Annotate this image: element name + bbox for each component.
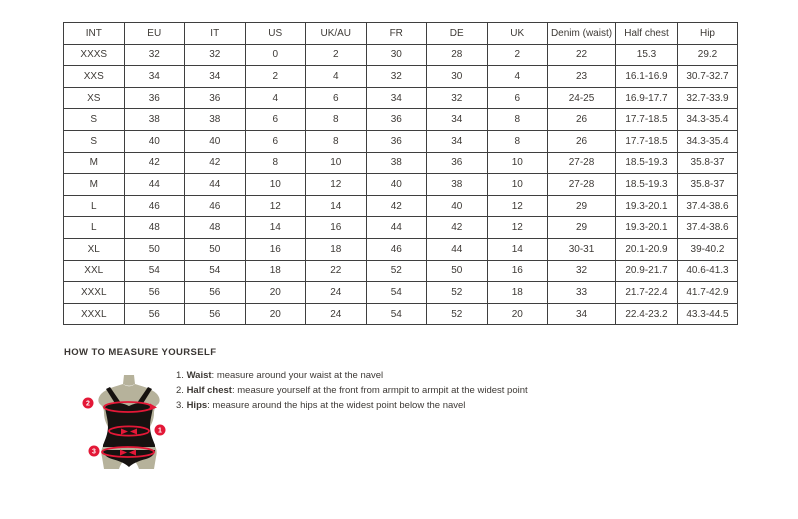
size-chart-header-row bbox=[64, 23, 738, 45]
size-cell: 22.4-23.2 bbox=[616, 303, 678, 325]
size-cell: 44 bbox=[366, 217, 427, 239]
size-cell: 16.1-16.9 bbox=[616, 66, 678, 88]
size-cell: 54 bbox=[366, 282, 427, 304]
size-cell: XS bbox=[64, 87, 125, 109]
size-cell: 40.6-41.3 bbox=[678, 260, 738, 282]
size-cell: 30.7-32.7 bbox=[678, 66, 738, 88]
size-cell: 34 bbox=[427, 109, 488, 131]
size-cell: 10 bbox=[487, 174, 548, 196]
size-cell: 42 bbox=[366, 195, 427, 217]
size-cell: 30 bbox=[366, 44, 427, 66]
size-cell: 50 bbox=[427, 260, 488, 282]
size-cell: 36 bbox=[124, 87, 185, 109]
column-header-us: US bbox=[245, 23, 306, 45]
size-cell: 16 bbox=[245, 238, 306, 260]
size-cell: XL bbox=[64, 238, 125, 260]
size-cell: XXXL bbox=[64, 303, 125, 325]
size-cell: 32 bbox=[185, 44, 246, 66]
table-row bbox=[64, 260, 738, 282]
size-cell: 2 bbox=[487, 44, 548, 66]
size-cell: 18 bbox=[487, 282, 548, 304]
measure-section-title: HOW TO MEASURE YOURSELF bbox=[64, 347, 217, 358]
size-cell: 10 bbox=[306, 152, 367, 174]
table-row bbox=[64, 44, 738, 66]
mannequin-illustration bbox=[80, 374, 176, 470]
table-row bbox=[64, 195, 738, 217]
size-cell: 4 bbox=[306, 66, 367, 88]
size-cell: L bbox=[64, 195, 125, 217]
size-cell: 40 bbox=[427, 195, 488, 217]
marker-number-waist: 1 bbox=[158, 427, 162, 435]
size-cell: 8 bbox=[245, 152, 306, 174]
size-cell: 18.5-19.3 bbox=[616, 174, 678, 196]
size-cell: 14 bbox=[487, 238, 548, 260]
size-cell: 20 bbox=[245, 282, 306, 304]
table-row bbox=[64, 282, 738, 304]
marker-number-chest: 2 bbox=[86, 400, 90, 408]
size-cell: 32.7-33.9 bbox=[678, 87, 738, 109]
size-cell: S bbox=[64, 130, 125, 152]
size-cell: 34.3-35.4 bbox=[678, 130, 738, 152]
size-cell: 10 bbox=[487, 152, 548, 174]
size-cell: 32 bbox=[427, 87, 488, 109]
table-row bbox=[64, 238, 738, 260]
size-cell: 15.3 bbox=[616, 44, 678, 66]
size-cell: 54 bbox=[124, 260, 185, 282]
size-cell: 46 bbox=[366, 238, 427, 260]
instruction-waist bbox=[176, 368, 528, 383]
size-cell: XXS bbox=[64, 66, 125, 88]
size-cell: 12 bbox=[487, 195, 548, 217]
size-cell: L bbox=[64, 217, 125, 239]
size-cell: 21.7-22.4 bbox=[616, 282, 678, 304]
size-cell: 20 bbox=[245, 303, 306, 325]
size-cell: 37.4-38.6 bbox=[678, 217, 738, 239]
size-cell: 42 bbox=[124, 152, 185, 174]
size-cell: 52 bbox=[427, 282, 488, 304]
size-cell: 30-31 bbox=[548, 238, 616, 260]
size-cell: 56 bbox=[185, 303, 246, 325]
instruction-label: Hips bbox=[186, 400, 208, 411]
size-cell: 56 bbox=[185, 282, 246, 304]
table-row bbox=[64, 109, 738, 131]
size-cell: 30 bbox=[427, 66, 488, 88]
table-row bbox=[64, 303, 738, 325]
size-cell: 43.3-44.5 bbox=[678, 303, 738, 325]
column-header-int: INT bbox=[64, 23, 125, 45]
size-cell: 6 bbox=[245, 130, 306, 152]
size-cell: 17.7-18.5 bbox=[616, 130, 678, 152]
size-cell: 17.7-18.5 bbox=[616, 109, 678, 131]
marker-badge-chest bbox=[83, 398, 94, 409]
size-cell: 24-25 bbox=[548, 87, 616, 109]
size-cell: M bbox=[64, 174, 125, 196]
size-cell: 12 bbox=[487, 217, 548, 239]
size-cell: 32 bbox=[124, 44, 185, 66]
table-row bbox=[64, 174, 738, 196]
marker-badge-hips bbox=[89, 446, 100, 457]
size-cell: 35.8-37 bbox=[678, 174, 738, 196]
marker-number-hips: 3 bbox=[92, 448, 96, 456]
size-cell: 46 bbox=[124, 195, 185, 217]
marker-badge-waist bbox=[155, 425, 166, 436]
size-cell: 38 bbox=[427, 174, 488, 196]
size-cell: 36 bbox=[185, 87, 246, 109]
size-cell: 52 bbox=[366, 260, 427, 282]
instruction-text: : measure around your waist at the navel bbox=[211, 370, 384, 381]
column-header-de: DE bbox=[427, 23, 488, 45]
size-cell: 18 bbox=[245, 260, 306, 282]
size-cell: 38 bbox=[366, 152, 427, 174]
size-cell: 6 bbox=[245, 109, 306, 131]
size-cell: 27-28 bbox=[548, 152, 616, 174]
size-cell: 24 bbox=[306, 282, 367, 304]
size-cell: 34 bbox=[124, 66, 185, 88]
size-cell: 6 bbox=[487, 87, 548, 109]
table-row bbox=[64, 217, 738, 239]
size-cell: 38 bbox=[124, 109, 185, 131]
size-cell: 20.1-20.9 bbox=[616, 238, 678, 260]
size-cell: 32 bbox=[548, 260, 616, 282]
size-cell: 34 bbox=[548, 303, 616, 325]
size-cell: 54 bbox=[185, 260, 246, 282]
size-cell: 16 bbox=[487, 260, 548, 282]
size-cell: 40 bbox=[124, 130, 185, 152]
instruction-number: 1. bbox=[176, 370, 187, 381]
size-cell: 19.3-20.1 bbox=[616, 195, 678, 217]
size-cell: 33 bbox=[548, 282, 616, 304]
size-cell: 27-28 bbox=[548, 174, 616, 196]
size-cell: 29 bbox=[548, 217, 616, 239]
size-cell: 20.9-21.7 bbox=[616, 260, 678, 282]
size-cell: 0 bbox=[245, 44, 306, 66]
size-cell: 41.7-42.9 bbox=[678, 282, 738, 304]
size-cell: XXL bbox=[64, 260, 125, 282]
size-cell: 38 bbox=[185, 109, 246, 131]
size-cell: 16.9-17.7 bbox=[616, 87, 678, 109]
size-cell: 8 bbox=[306, 109, 367, 131]
table-row bbox=[64, 87, 738, 109]
instruction-text: : measure yourself at the front from armpit to armpit at the widest point bbox=[231, 385, 528, 396]
size-cell: 37.4-38.6 bbox=[678, 195, 738, 217]
size-cell: 16 bbox=[306, 217, 367, 239]
instruction-text: : measure around the hips at the widest point below the navel bbox=[207, 400, 466, 411]
size-cell: M bbox=[64, 152, 125, 174]
size-cell: 2 bbox=[245, 66, 306, 88]
instruction-hips bbox=[176, 398, 528, 413]
size-cell: 8 bbox=[306, 130, 367, 152]
size-cell: 14 bbox=[245, 217, 306, 239]
column-header-denim-waist: Denim (waist) bbox=[548, 23, 616, 45]
size-cell: 2 bbox=[306, 44, 367, 66]
size-cell: 6 bbox=[306, 87, 367, 109]
measure-instructions bbox=[176, 368, 528, 413]
size-cell: 39-40.2 bbox=[678, 238, 738, 260]
column-header-uk: UK bbox=[487, 23, 548, 45]
size-cell: 56 bbox=[124, 303, 185, 325]
table-row bbox=[64, 152, 738, 174]
size-cell: 26 bbox=[548, 109, 616, 131]
column-header-it: IT bbox=[185, 23, 246, 45]
size-cell: 20 bbox=[487, 303, 548, 325]
size-cell: 48 bbox=[185, 217, 246, 239]
size-cell: 34 bbox=[185, 66, 246, 88]
size-cell: 34.3-35.4 bbox=[678, 109, 738, 131]
size-cell: XXXL bbox=[64, 282, 125, 304]
instruction-label: Half chest bbox=[186, 385, 232, 396]
size-cell: 4 bbox=[245, 87, 306, 109]
size-cell: 44 bbox=[185, 174, 246, 196]
size-cell: 56 bbox=[124, 282, 185, 304]
size-cell: 28 bbox=[427, 44, 488, 66]
size-cell: 26 bbox=[548, 130, 616, 152]
size-cell: 36 bbox=[366, 109, 427, 131]
size-cell: 23 bbox=[548, 66, 616, 88]
size-cell: 4 bbox=[487, 66, 548, 88]
size-cell: 46 bbox=[185, 195, 246, 217]
size-cell: 10 bbox=[245, 174, 306, 196]
size-cell: 50 bbox=[124, 238, 185, 260]
size-cell: XXXS bbox=[64, 44, 125, 66]
size-cell: 8 bbox=[487, 109, 548, 131]
size-cell: 36 bbox=[366, 130, 427, 152]
size-cell: 29 bbox=[548, 195, 616, 217]
size-cell: 19.3-20.1 bbox=[616, 217, 678, 239]
size-cell: 14 bbox=[306, 195, 367, 217]
size-cell: 44 bbox=[124, 174, 185, 196]
size-cell: 22 bbox=[548, 44, 616, 66]
size-cell: 8 bbox=[487, 130, 548, 152]
size-cell: 54 bbox=[366, 303, 427, 325]
size-cell: 52 bbox=[427, 303, 488, 325]
size-cell: 44 bbox=[427, 238, 488, 260]
size-cell: 42 bbox=[185, 152, 246, 174]
instruction-half-chest bbox=[176, 383, 528, 398]
size-cell: 40 bbox=[185, 130, 246, 152]
column-header-eu: EU bbox=[124, 23, 185, 45]
instruction-number: 2. bbox=[176, 385, 187, 396]
size-cell: 34 bbox=[427, 130, 488, 152]
size-cell: 18.5-19.3 bbox=[616, 152, 678, 174]
column-header-fr: FR bbox=[366, 23, 427, 45]
instruction-label: Waist bbox=[186, 370, 212, 381]
size-cell: 35.8-37 bbox=[678, 152, 738, 174]
size-cell: 29.2 bbox=[678, 44, 738, 66]
size-cell: 40 bbox=[366, 174, 427, 196]
size-cell: 24 bbox=[306, 303, 367, 325]
size-cell: 22 bbox=[306, 260, 367, 282]
column-header-hip: Hip bbox=[678, 23, 738, 45]
measurement-figure bbox=[80, 374, 176, 470]
table-row bbox=[64, 66, 738, 88]
size-cell: 12 bbox=[245, 195, 306, 217]
size-cell: 18 bbox=[306, 238, 367, 260]
size-cell: 32 bbox=[366, 66, 427, 88]
column-header-half-chest: Half chest bbox=[616, 23, 678, 45]
size-cell: 50 bbox=[185, 238, 246, 260]
table-row bbox=[64, 130, 738, 152]
column-header-ukau: UK/AU bbox=[306, 23, 367, 45]
size-cell: 42 bbox=[427, 217, 488, 239]
instruction-number: 3. bbox=[176, 400, 187, 411]
size-chart-table bbox=[63, 22, 738, 325]
size-cell: 48 bbox=[124, 217, 185, 239]
size-cell: 36 bbox=[427, 152, 488, 174]
size-cell: 12 bbox=[306, 174, 367, 196]
size-cell: S bbox=[64, 109, 125, 131]
size-cell: 34 bbox=[366, 87, 427, 109]
